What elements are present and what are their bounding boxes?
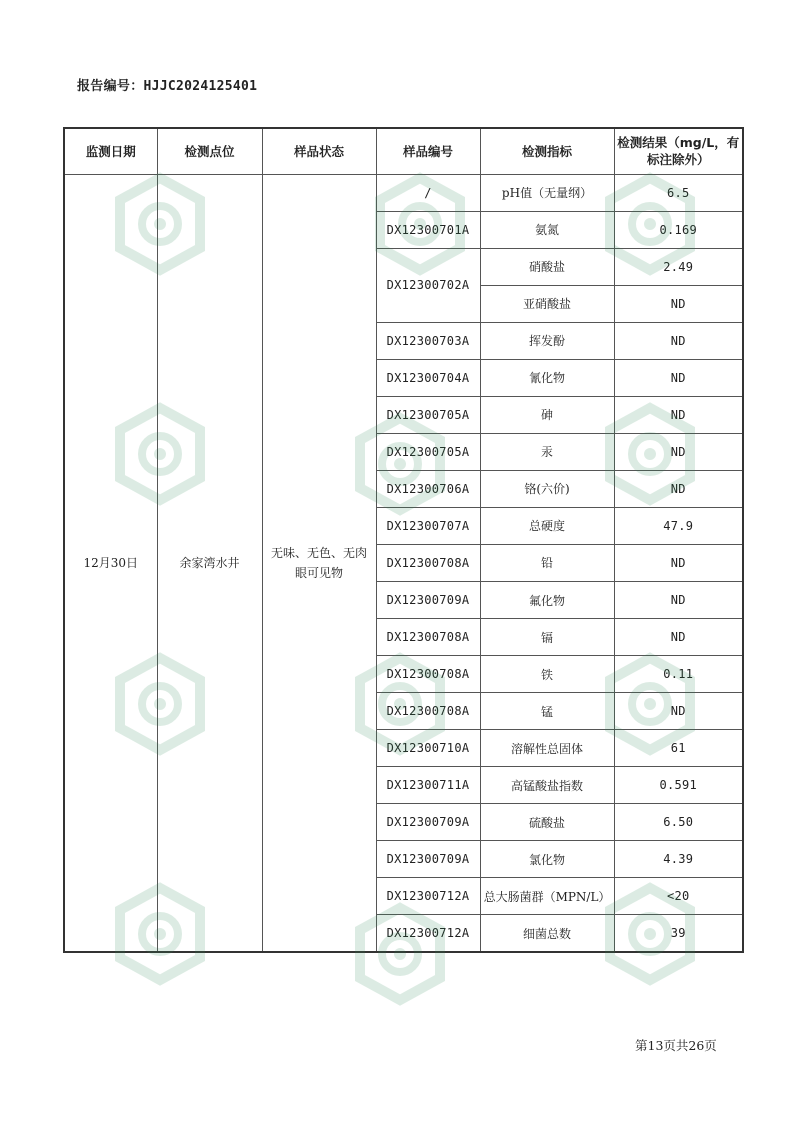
cell-sample-id: DX12300712A — [376, 878, 480, 915]
cell-sample-id: DX12300702A — [376, 248, 480, 322]
cell-sample-id: DX12300709A — [376, 841, 480, 878]
cell-sample-id: DX12300709A — [376, 582, 480, 619]
report-number-value: HJJC2024125401 — [143, 79, 258, 94]
cell-result: 61 — [614, 730, 743, 767]
cell-sample-id: DX12300708A — [376, 544, 480, 581]
table-row — [64, 174, 743, 211]
col-header-indicator: 检测指标 — [480, 128, 614, 174]
cell-sample-id: DX12300705A — [376, 433, 480, 470]
cell-indicator: 铬(六价) — [480, 470, 614, 507]
cell-indicator: pH值（无量纲） — [480, 174, 614, 211]
cell-result: 0.11 — [614, 656, 743, 693]
cell-sample-id: DX12300711A — [376, 767, 480, 804]
col-header-state: 样品状态 — [262, 128, 376, 174]
cell-indicator: 铁 — [480, 656, 614, 693]
cell-sample-id: DX12300706A — [376, 470, 480, 507]
col-header-site: 检测点位 — [157, 128, 262, 174]
cell-result: ND — [614, 322, 743, 359]
col-header-date: 监测日期 — [64, 128, 157, 174]
cell-indicator: 硝酸盐 — [480, 248, 614, 285]
report-number-label: 报告编号： — [77, 79, 144, 94]
cell-result: ND — [614, 285, 743, 322]
cell-result: 39 — [614, 915, 743, 952]
cell-result: 0.591 — [614, 767, 743, 804]
cell-result: 47.9 — [614, 507, 743, 544]
page-footer: 第13页共26页 — [635, 1038, 717, 1053]
cell-sample-id: DX12300704A — [376, 359, 480, 396]
cell-result: ND — [614, 433, 743, 470]
cell-sample-id: DX12300708A — [376, 693, 480, 730]
group-date: 12月30日 — [64, 174, 157, 952]
cell-indicator: 氟化物 — [480, 582, 614, 619]
cell-indicator: 氯化物 — [480, 841, 614, 878]
cell-result: <20 — [614, 878, 743, 915]
results-table — [63, 127, 744, 953]
cell-result: 6.50 — [614, 804, 743, 841]
cell-indicator: 砷 — [480, 396, 614, 433]
cell-result: ND — [614, 619, 743, 656]
cell-indicator: 汞 — [480, 433, 614, 470]
cell-indicator: 硫酸盐 — [480, 804, 614, 841]
cell-indicator: 亚硝酸盐 — [480, 285, 614, 322]
cell-indicator: 锰 — [480, 693, 614, 730]
cell-result: 0.169 — [614, 211, 743, 248]
col-header-result: 检测结果（mg/L，有标注除外） — [614, 128, 743, 174]
cell-result: ND — [614, 396, 743, 433]
cell-result: ND — [614, 470, 743, 507]
cell-result: ND — [614, 582, 743, 619]
cell-indicator: 溶解性总固体 — [480, 730, 614, 767]
table-header-row — [64, 128, 743, 174]
cell-indicator: 细菌总数 — [480, 915, 614, 952]
cell-result: ND — [614, 359, 743, 396]
table-body — [64, 174, 743, 952]
cell-sample-id: DX12300707A — [376, 507, 480, 544]
cell-sample-id: DX12300709A — [376, 804, 480, 841]
cell-indicator: 总大肠菌群（MPN/L） — [480, 878, 614, 915]
cell-result: 6.5 — [614, 174, 743, 211]
cell-result: ND — [614, 544, 743, 581]
cell-sample-id: DX12300705A — [376, 396, 480, 433]
cell-sample-id: DX12300703A — [376, 322, 480, 359]
cell-sample-id: DX12300712A — [376, 915, 480, 952]
group-state: 无味、无色、无肉眼可见物 — [262, 174, 376, 952]
cell-result: 2.49 — [614, 248, 743, 285]
cell-sample-id: DX12300708A — [376, 619, 480, 656]
cell-result: ND — [614, 693, 743, 730]
cell-indicator: 镉 — [480, 619, 614, 656]
cell-indicator: 氨氮 — [480, 211, 614, 248]
cell-indicator: 氰化物 — [480, 359, 614, 396]
cell-sample-id: DX12300701A — [376, 211, 480, 248]
cell-result: 4.39 — [614, 841, 743, 878]
cell-sample-id: DX12300710A — [376, 730, 480, 767]
report-number — [77, 75, 257, 94]
cell-indicator: 总硬度 — [480, 507, 614, 544]
group-site: 余家湾水井 — [157, 174, 262, 952]
cell-sample-id: / — [376, 174, 480, 211]
cell-indicator: 高锰酸盐指数 — [480, 767, 614, 804]
cell-sample-id: DX12300708A — [376, 656, 480, 693]
cell-indicator: 挥发酚 — [480, 322, 614, 359]
cell-indicator: 铅 — [480, 544, 614, 581]
col-header-sample: 样品编号 — [376, 128, 480, 174]
